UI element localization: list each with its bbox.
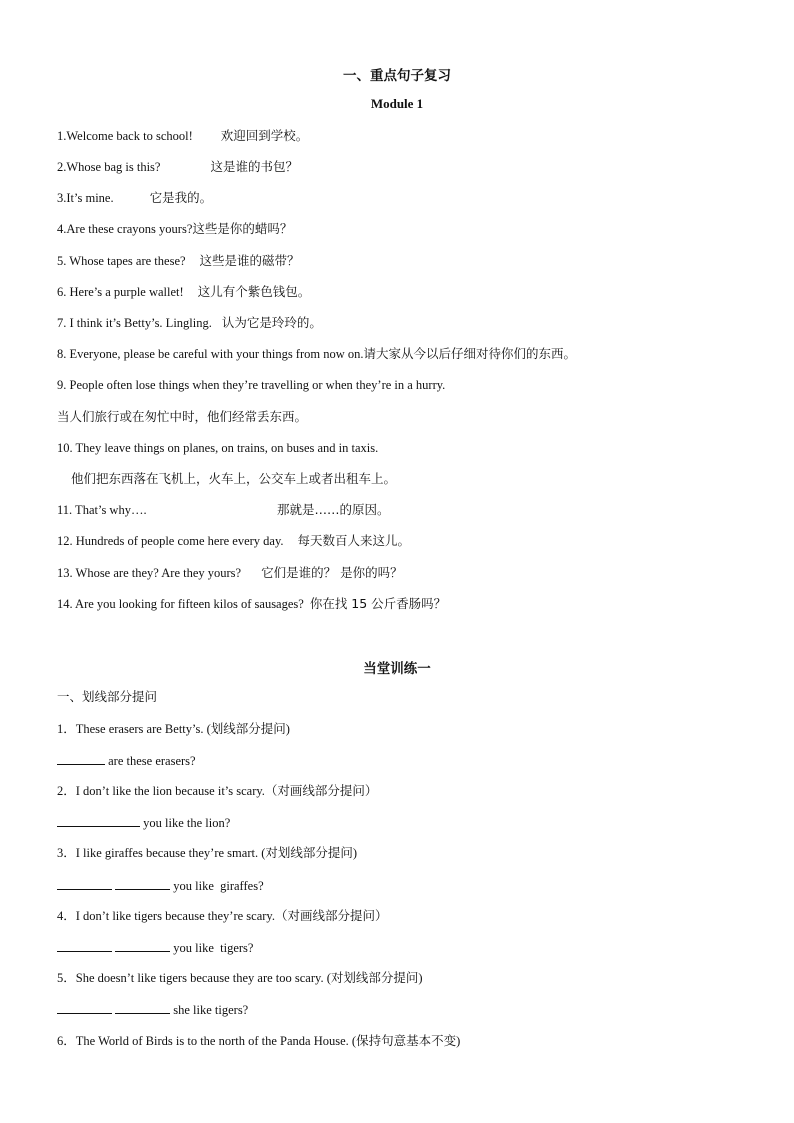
sentence-5 — [57, 253, 300, 269]
sentence-9-en: 9. People often lose things when they’re travelling or when they’re in a hurry. — [57, 378, 446, 392]
exercise-3-answer — [57, 877, 264, 894]
answer-text: you like the lion? — [143, 816, 231, 830]
exercise-4-question: 4．I don’t like tigers because they’re scary.（对画线部分提问） — [57, 909, 388, 923]
exercise-5-answer — [57, 1001, 248, 1018]
exercise-1-question: 1．These erasers are Betty’s. (划线部分提问) — [57, 722, 290, 736]
sentence-13 — [57, 565, 403, 581]
sentence-6 — [57, 284, 310, 300]
answer-blank[interactable] — [57, 814, 140, 827]
exercise-heading: 一、划线部分提问 — [57, 689, 158, 704]
answer-text: are these erasers? — [108, 754, 196, 768]
sentence-zh: 请大家从今以后仔细对待你们的东西。 — [363, 346, 577, 361]
sentence-8 — [57, 346, 576, 362]
practice-title: 当堂训练一 — [363, 661, 431, 677]
sentence-en: 2.Whose bag is this? — [57, 160, 161, 174]
exercise-6-question: 6．The World of Birds is to the north of the Panda House. (保持句意基本不变) — [57, 1034, 461, 1048]
sentence-en: 3.It’s mine. — [57, 191, 114, 205]
answer-blank[interactable] — [115, 939, 170, 952]
exercise-2-answer — [57, 814, 230, 831]
sentence-zh: 那就是……的原因。 — [277, 502, 390, 517]
sentence-en: 6. Here’s a purple wallet! — [57, 285, 184, 299]
answer-text: you like tigers? — [173, 941, 254, 955]
sentence-2 — [57, 159, 298, 175]
sentence-10-zh: 他们把东西落在飞机上，火车上，公交车上或者出租车上。 — [71, 471, 397, 486]
sentence-zh: 这些是谁的磁带？ — [199, 253, 300, 268]
exercise-4-answer — [57, 939, 253, 956]
sentence-9-zh: 当人们旅行或在匆忙中时，他们经常丢东西。 — [57, 409, 308, 424]
exercise-5-question: 5．She doesn’t like tigers because they are too scary. (对划线部分提问) — [57, 971, 423, 985]
exercise-2-question: 2．I don’t like the lion because it’s scary.（对画线部分提问） — [57, 784, 378, 798]
module-subtitle: Module 1 — [370, 96, 424, 111]
sentence-zh: 它们是谁的？ 是你的吗？ — [261, 565, 403, 580]
sentence-en: 1.Welcome back to school! — [57, 129, 193, 143]
sentence-en: 8. Everyone, please be careful with your things from now on. — [57, 347, 364, 361]
sentence-en: 4.Are these crayons yours? — [57, 222, 193, 236]
sentence-zh: 这是谁的书包？ — [210, 159, 298, 174]
exercise-1-answer — [57, 752, 196, 769]
sentence-4 — [57, 221, 292, 237]
sentence-zh: 每天数百人来这儿。 — [297, 533, 411, 548]
exercise-3-question: 3．I like giraffes because they’re smart. (对划线部分提问) — [57, 846, 358, 860]
section-title: 一、重点句子复习 — [343, 68, 451, 83]
answer-blank[interactable] — [57, 752, 105, 765]
sentence-en: 7. I think it’s Betty’s. Lingling. — [57, 316, 212, 330]
answer-blank[interactable] — [115, 877, 170, 890]
sentence-10-en: 10. They leave things on planes, on trains, on buses and in taxis. — [57, 441, 379, 455]
sentence-zh: 你在找 15 公斤香肠吗？ — [309, 596, 447, 611]
sentence-en: 14. Are you looking for fifteen kilos of sausages? — [57, 597, 304, 611]
answer-blank[interactable] — [57, 1001, 112, 1014]
answer-blank[interactable] — [57, 939, 112, 952]
answer-blank[interactable] — [57, 877, 112, 890]
sentence-7 — [57, 315, 322, 331]
sentence-en: 12. Hundreds of people come here every day. — [57, 534, 284, 548]
answer-blank[interactable] — [115, 1001, 170, 1014]
sentence-zh: 这儿有个紫色钱包。 — [197, 284, 311, 299]
sentence-en: 13. Whose are they? Are they yours? — [57, 566, 242, 580]
sentence-zh: 欢迎回到学校。 — [220, 128, 309, 143]
sentence-12 — [57, 533, 410, 549]
sentence-zh: 这些是你的蜡吗？ — [192, 221, 293, 236]
answer-text: you like giraffes? — [173, 879, 264, 893]
sentence-14 — [57, 596, 446, 612]
sentence-zh: 认为它是玲玲的。 — [221, 315, 322, 330]
sentence-1 — [57, 128, 308, 144]
sentence-3 — [57, 190, 212, 206]
sentence-en: 5. Whose tapes are these? — [57, 254, 186, 268]
sentence-en: 11. That’s why…. — [57, 503, 147, 517]
sentence-zh: 它是我的。 — [149, 190, 213, 205]
answer-text: she like tigers? — [173, 1003, 249, 1017]
sentence-11 — [57, 502, 390, 518]
